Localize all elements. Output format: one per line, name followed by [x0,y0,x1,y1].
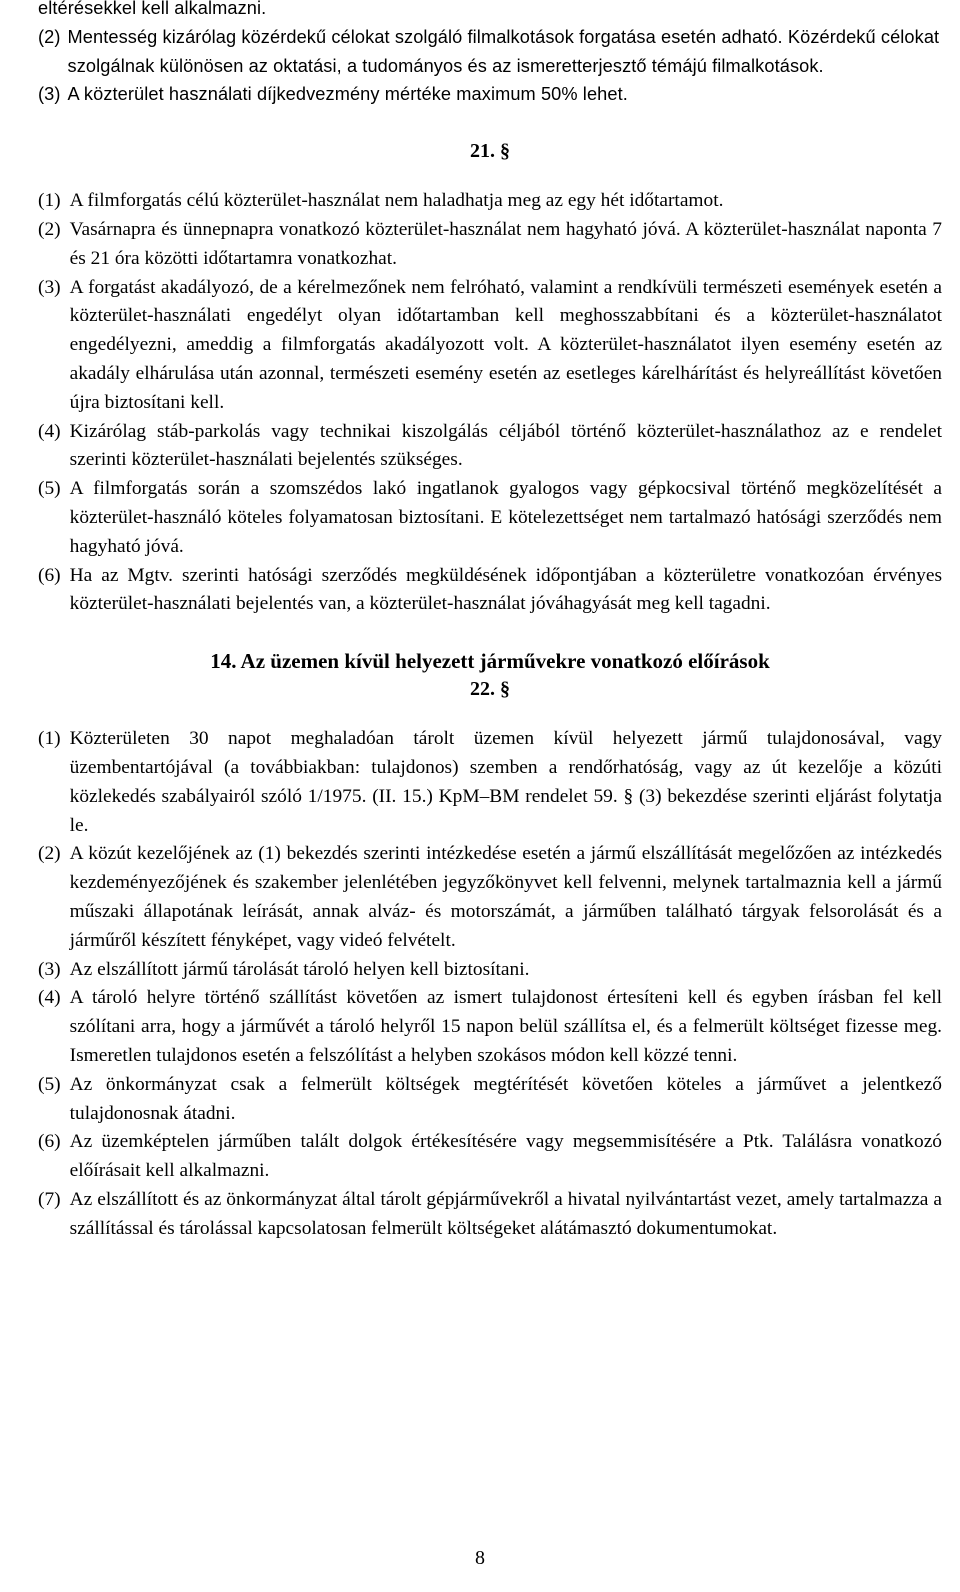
paragraph-text: Kizárólag stáb-parkolás vagy technikai kiszolgálás céljából történő közterület-használathoz az e rendelet szerinti közterület-használati bejelentés szükséges. [69,420,942,471]
paragraph [38,274,942,418]
paragraph-number: (6) [38,1131,61,1153]
paragraph [38,1071,942,1129]
paragraph-number: (2) [38,218,61,240]
paragraph-number: (4) [38,420,61,442]
paragraph-number: (5) [38,478,61,500]
paragraph-number: (1) [38,190,61,212]
paragraph [38,1186,942,1244]
paragraph [38,80,942,109]
paragraph [38,956,942,985]
paragraph [38,840,942,955]
paragraph [38,475,942,561]
paragraph [38,418,942,476]
paragraph-text: Az üzemképtelen járműben talált dolgok értékesítésére vagy megsemmisítésére a Ptk. Találásra vonatkozó előírásait kell alkalmazni. [69,1131,942,1182]
paragraph-text: Az önkormányzat csak a felmerült költségek megtérítését követően köteles a járművet a jelentkező tulajdonosnak átadni. [69,1073,942,1124]
paragraph [38,23,942,81]
paragraph-text: A forgatást akadályozó, de a kérelmezőnek nem felróható, valamint a rendkívüli természeti események esetén a közterület-használati engedélyt olyan időtartamban kell meghosszabbítani és a közterület-használatot engedélyezni, ameddig a filmforgatás akadályozott volt. A közterület-használatot ilyen esemény esetén az akadály elhárulása után azonnal, természeti esemény esetén az esetleges kárelhárítást és helyreállítást követően újra biztosítani kell. [69,276,942,413]
paragraph [38,216,942,274]
paragraph-number: (3) [38,84,61,105]
paragraph-text: Mentesség kizárólag közérdekű célokat szolgáló filmalkotások forgatása esetén adható. Közérdekű célokat szolgálnak különösen az oktatási, a tudományos és az ismeretterjesztő témájú filmalkotások. [67,26,940,76]
paragraph [38,725,942,840]
paragraph-text: A közút kezelőjének az (1) bekezdés szerinti intézkedése esetén a jármű elszállítását megelőzően az intézkedés kezdeményezőjének és szakember jelenlétében jegyzőkönyvet kell felvenni, melynek tartalmaznia kell a jármű műszaki állapotának leírását, annak alváz- és motorszámát, a járműben található tárgyak felsorolását és a járműről készített fényképet, vagy videó felvételt. [69,843,942,951]
chapter-title: 14. Az üzemen kívül helyezett járművekre vonatkozó előírások [210,649,770,674]
paragraph-number: (6) [38,564,61,586]
paragraph-number: (1) [38,728,61,750]
paragraph-number: (2) [38,843,61,865]
paragraph-text: A tároló helyre történő szállítást követően az ismert tulajdonost értesíteni kell és egyben írásban fel kell szólítani arra, hogy a járművét a tároló helyről 15 napon belül szállítsa el, és a felmerült költséget fizesse meg. Ismeretlen tulajdonos esetén a felszólítást a helyben szokásos módon kell közzé tenni. [69,987,942,1066]
section-heading: 22. § [470,678,510,701]
paragraph-text: Ha az Mgtv. szerinti hatósági szerződés megküldésének időpontjában a közterületre vonatkozóan érvényes közterület-használati bejelentés van, a közterület-használat jóváhagyását meg kell tagadni. [69,564,942,615]
page-number: 8 [475,1547,485,1569]
document-page [38,0,942,1243]
paragraph-text: Az elszállított és az önkormányzat által tárolt gépjárművekről a hivatal nyilvántartást vezet, amely tartalmazza a szállítással és tárolással kapcsolatosan felmerült költségeket alátámasztó dokumentumokat. [69,1188,942,1239]
paragraph-number: (3) [38,958,61,980]
paragraph-number: (5) [38,1073,61,1095]
paragraph-text: Közterületen 30 napot meghaladóan tárolt üzemen kívül helyezett jármű tulajdonosával, vagy üzembentartójával (a továbbiakban: tulajdonos) szemben a rendőrhatóság, vagy az út kezelője a közúti közlekedés szabályairól szóló 1/1975. (II. 15.) KpM–BM rendelet 59. § (3) bekezdése szerinti eljárást folytatja le. [69,728,942,836]
paragraph [38,187,942,216]
paragraph [38,984,942,1070]
paragraph-number: (4) [38,987,61,1009]
paragraph-text: Az elszállított jármű tárolását tároló helyen kell biztosítani. [69,958,530,980]
paragraph [38,1128,942,1186]
paragraph-text: Vasárnapra és ünnepnapra vonatkozó közterület-használat nem hagyható jóvá. A közterület-használat naponta 7 és 21 óra közötti időtartamra vonatkozhat. [69,218,942,269]
section-heading: 21. § [470,140,510,163]
paragraph-text: A filmforgatás célú közterület-használat nem haladhatja meg az egy hét időtartamot. [69,190,724,212]
paragraph-number: (3) [38,276,61,298]
paragraph-text: A közterület használati díjkedvezmény mértéke maximum 50% lehet. [67,84,628,105]
paragraph-text: A filmforgatás során a szomszédos lakó ingatlanok gyalogos vagy gépkocsival történő megközelítését a közterület-használó köteles folyamatosan biztosítani. E kötelezettséget nem tartalmazó hatósági szerződés nem hagyható jóvá. [69,478,942,557]
paragraph-number: (7) [38,1188,61,1210]
paragraph [38,562,942,620]
continuation-text: eltérésekkel kell alkalmazni. [38,0,267,18]
paragraph-number: (2) [38,26,61,47]
